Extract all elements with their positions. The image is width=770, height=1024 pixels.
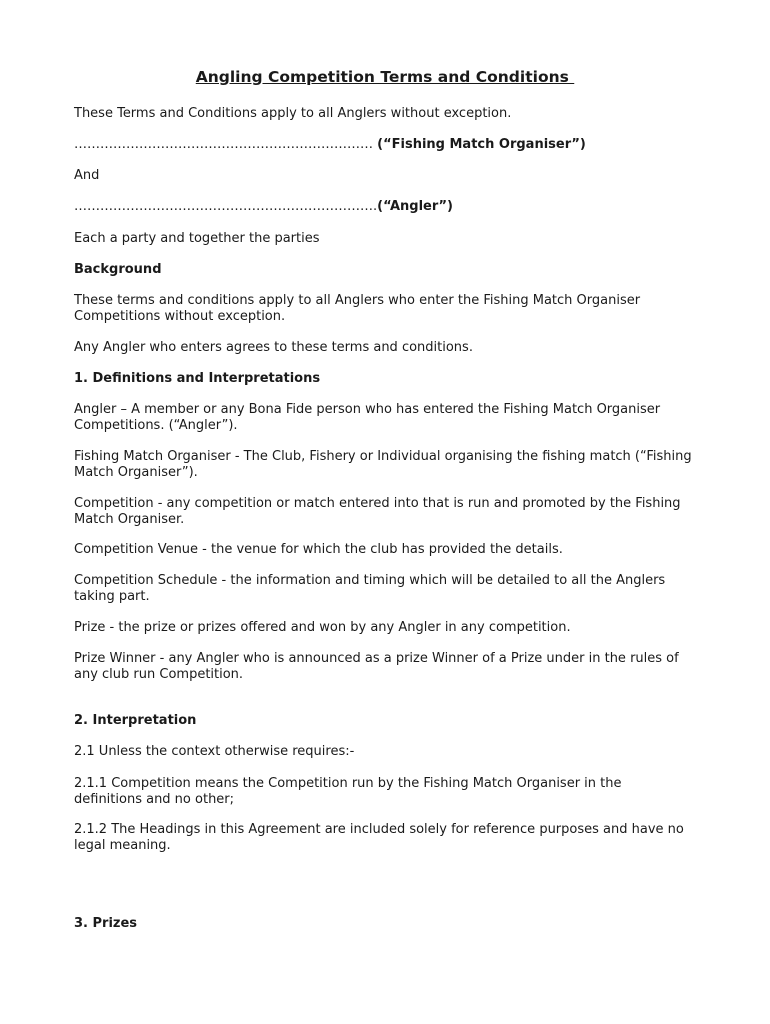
organiser-blank-dots: …………………………………………………………… [74, 137, 378, 152]
clause-2-1-2: 2.1.2 The Headings in this Agreement are included solely for reference purposes and have no legal meaning. [74, 822, 684, 853]
definition-prize: Prize - the prize or prizes offered and won by any Angler in any competition. [74, 620, 571, 635]
definition-prize-winner: Prize Winner - any Angler who is announced as a prize Winner of a Prize under in the rules of any club run Competition. [74, 651, 679, 682]
clause-2-1: 2.1 Unless the context otherwise requires:- [74, 744, 355, 759]
definition-fishing-match-organiser: Fishing Match Organiser - The Club, Fishery or Individual organising the fishing match (“Fishing Match Organiser”). [74, 449, 692, 480]
background-paragraph-2: Any Angler who enters agrees to these terms and conditions. [74, 340, 473, 355]
definition-competition: Competition - any competition or match entered into that is run and promoted by the Fishing Match Organiser. [74, 496, 681, 527]
definition-competition-schedule: Competition Schedule - the information and timing which will be detailed to all the Anglers taking part. [74, 573, 666, 604]
clause-2-1-1: 2.1.1 Competition means the Competition run by the Fishing Match Organiser in the definitions and no other; [74, 776, 622, 807]
intro-paragraph: These Terms and Conditions apply to all Anglers without exception. [74, 106, 512, 121]
background-paragraph-1: These terms and conditions apply to all Anglers who enter the Fishing Match Organiser Competitions without exception. [74, 293, 641, 324]
document-title: Angling Competition Terms and Conditions [195, 68, 575, 86]
definition-angler: Angler – A member or any Bona Fide person who has entered the Fishing Match Organiser Competitions. (“Angler”). [74, 402, 661, 433]
and-text: And [74, 168, 100, 183]
angler-blank-dots: ……………………………………………………………. [74, 199, 378, 214]
section-1-heading: 1. Definitions and Interpretations [74, 371, 321, 386]
organiser-party-label: (“Fishing Match Organiser”) [377, 137, 586, 152]
background-heading: Background [74, 262, 162, 277]
parties-paragraph: Each a party and together the parties [74, 231, 320, 246]
organiser-party-line [74, 137, 704, 153]
angler-party-line [74, 199, 704, 215]
angler-party-label: (“Angler”) [377, 199, 453, 214]
definition-competition-venue: Competition Venue - the venue for which the club has provided the details. [74, 542, 563, 557]
section-3-heading: 3. Prizes [74, 916, 138, 931]
section-2-heading: 2. Interpretation [74, 713, 197, 728]
